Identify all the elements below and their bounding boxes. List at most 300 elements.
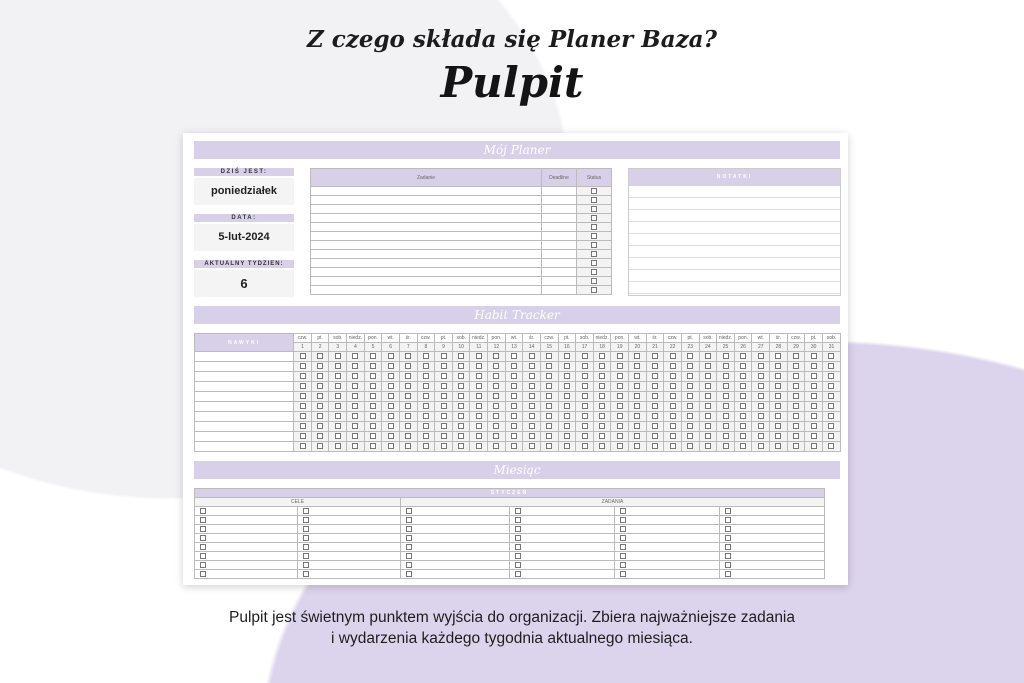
checkbox[interactable] <box>370 443 376 449</box>
checkbox[interactable] <box>493 373 499 379</box>
month-item-cell[interactable] <box>298 552 401 561</box>
checkbox[interactable] <box>546 363 552 369</box>
checkbox[interactable] <box>303 544 309 550</box>
checkbox[interactable] <box>476 423 482 429</box>
checkbox[interactable] <box>405 363 411 369</box>
checkbox[interactable] <box>441 413 447 419</box>
month-item-cell[interactable] <box>720 543 825 552</box>
checkbox[interactable] <box>617 383 623 389</box>
checkbox[interactable] <box>493 393 499 399</box>
checkbox[interactable] <box>405 353 411 359</box>
checkbox[interactable] <box>423 443 429 449</box>
checkbox[interactable] <box>775 383 781 389</box>
checkbox[interactable] <box>458 373 464 379</box>
checkbox[interactable] <box>740 433 746 439</box>
month-item-cell[interactable] <box>720 552 825 561</box>
checkbox[interactable] <box>546 443 552 449</box>
checkbox[interactable] <box>317 373 323 379</box>
checkbox[interactable] <box>476 383 482 389</box>
checkbox[interactable] <box>582 403 588 409</box>
checkbox[interactable] <box>599 363 605 369</box>
checkbox[interactable] <box>564 423 570 429</box>
checkbox[interactable] <box>515 517 521 523</box>
checkbox[interactable] <box>591 224 597 230</box>
checkbox[interactable] <box>458 433 464 439</box>
checkbox[interactable] <box>458 443 464 449</box>
habit-name-cell[interactable] <box>195 412 294 422</box>
checkbox[interactable] <box>793 363 799 369</box>
checkbox[interactable] <box>775 403 781 409</box>
checkbox[interactable] <box>634 403 640 409</box>
checkbox[interactable] <box>200 508 206 514</box>
checkbox[interactable] <box>652 393 658 399</box>
month-item-cell[interactable] <box>298 525 401 534</box>
checkbox[interactable] <box>370 413 376 419</box>
checkbox[interactable] <box>529 423 535 429</box>
checkbox[interactable] <box>687 383 693 389</box>
month-item-cell[interactable] <box>615 561 720 570</box>
checkbox[interactable] <box>582 363 588 369</box>
checkbox[interactable] <box>458 413 464 419</box>
checkbox[interactable] <box>564 413 570 419</box>
checkbox[interactable] <box>705 403 711 409</box>
checkbox[interactable] <box>811 373 817 379</box>
checkbox[interactable] <box>406 517 412 523</box>
checkbox[interactable] <box>546 393 552 399</box>
task-cell[interactable] <box>311 232 542 241</box>
checkbox[interactable] <box>300 423 306 429</box>
checkbox[interactable] <box>670 433 676 439</box>
checkbox[interactable] <box>811 443 817 449</box>
task-cell[interactable] <box>311 187 542 196</box>
checkbox[interactable] <box>317 353 323 359</box>
checkbox[interactable] <box>546 433 552 439</box>
checkbox[interactable] <box>634 363 640 369</box>
checkbox[interactable] <box>723 413 729 419</box>
checkbox[interactable] <box>828 403 834 409</box>
month-item-cell[interactable] <box>401 570 510 579</box>
checkbox[interactable] <box>370 423 376 429</box>
checkbox[interactable] <box>511 353 517 359</box>
checkbox[interactable] <box>564 403 570 409</box>
deadline-cell[interactable] <box>542 277 577 286</box>
checkbox[interactable] <box>670 443 676 449</box>
checkbox[interactable] <box>582 393 588 399</box>
checkbox[interactable] <box>303 535 309 541</box>
checkbox[interactable] <box>740 353 746 359</box>
checkbox[interactable] <box>634 423 640 429</box>
checkbox[interactable] <box>335 403 341 409</box>
checkbox[interactable] <box>200 544 206 550</box>
checkbox[interactable] <box>352 443 358 449</box>
checkbox[interactable] <box>388 353 394 359</box>
checkbox[interactable] <box>458 423 464 429</box>
checkbox[interactable] <box>740 443 746 449</box>
checkbox[interactable] <box>591 260 597 266</box>
checkbox[interactable] <box>705 393 711 399</box>
checkbox[interactable] <box>740 393 746 399</box>
checkbox[interactable] <box>406 571 412 577</box>
task-cell[interactable] <box>311 214 542 223</box>
checkbox[interactable] <box>670 353 676 359</box>
checkbox[interactable] <box>300 353 306 359</box>
checkbox[interactable] <box>723 433 729 439</box>
checkbox[interactable] <box>758 443 764 449</box>
checkbox[interactable] <box>335 393 341 399</box>
checkbox[interactable] <box>317 423 323 429</box>
checkbox[interactable] <box>634 413 640 419</box>
checkbox[interactable] <box>405 423 411 429</box>
month-item-cell[interactable] <box>510 516 615 525</box>
checkbox[interactable] <box>405 373 411 379</box>
checkbox[interactable] <box>317 413 323 419</box>
checkbox[interactable] <box>406 544 412 550</box>
task-cell[interactable] <box>311 277 542 286</box>
checkbox[interactable] <box>705 363 711 369</box>
checkbox[interactable] <box>317 403 323 409</box>
checkbox[interactable] <box>687 403 693 409</box>
month-item-cell[interactable] <box>510 561 615 570</box>
checkbox[interactable] <box>564 433 570 439</box>
checkbox[interactable] <box>370 383 376 389</box>
checkbox[interactable] <box>405 433 411 439</box>
checkbox[interactable] <box>564 383 570 389</box>
checkbox[interactable] <box>725 571 731 577</box>
checkbox[interactable] <box>546 403 552 409</box>
month-item-cell[interactable] <box>195 525 298 534</box>
checkbox[interactable] <box>775 363 781 369</box>
checkbox[interactable] <box>828 353 834 359</box>
checkbox[interactable] <box>758 413 764 419</box>
checkbox[interactable] <box>591 188 597 194</box>
checkbox[interactable] <box>705 423 711 429</box>
month-item-cell[interactable] <box>298 507 401 516</box>
checkbox[interactable] <box>775 413 781 419</box>
checkbox[interactable] <box>582 433 588 439</box>
month-item-cell[interactable] <box>615 543 720 552</box>
checkbox[interactable] <box>458 363 464 369</box>
checkbox[interactable] <box>511 383 517 389</box>
checkbox[interactable] <box>828 413 834 419</box>
checkbox[interactable] <box>335 443 341 449</box>
checkbox[interactable] <box>511 403 517 409</box>
deadline-cell[interactable] <box>542 241 577 250</box>
checkbox[interactable] <box>793 413 799 419</box>
checkbox[interactable] <box>441 393 447 399</box>
checkbox[interactable] <box>529 353 535 359</box>
checkbox[interactable] <box>582 383 588 389</box>
checkbox[interactable] <box>828 433 834 439</box>
month-item-cell[interactable] <box>401 507 510 516</box>
checkbox[interactable] <box>620 526 626 532</box>
checkbox[interactable] <box>511 433 517 439</box>
checkbox[interactable] <box>725 517 731 523</box>
checkbox[interactable] <box>458 403 464 409</box>
checkbox[interactable] <box>652 423 658 429</box>
checkbox[interactable] <box>423 423 429 429</box>
checkbox[interactable] <box>758 353 764 359</box>
checkbox[interactable] <box>370 373 376 379</box>
checkbox[interactable] <box>811 433 817 439</box>
deadline-cell[interactable] <box>542 187 577 196</box>
checkbox[interactable] <box>582 443 588 449</box>
checkbox[interactable] <box>300 433 306 439</box>
month-item-cell[interactable] <box>195 516 298 525</box>
month-item-cell[interactable] <box>298 516 401 525</box>
checkbox[interactable] <box>388 373 394 379</box>
checkbox[interactable] <box>200 571 206 577</box>
checkbox[interactable] <box>828 393 834 399</box>
checkbox[interactable] <box>599 383 605 389</box>
checkbox[interactable] <box>634 383 640 389</box>
checkbox[interactable] <box>441 363 447 369</box>
checkbox[interactable] <box>758 373 764 379</box>
checkbox[interactable] <box>303 517 309 523</box>
checkbox[interactable] <box>599 423 605 429</box>
checkbox[interactable] <box>476 363 482 369</box>
checkbox[interactable] <box>300 363 306 369</box>
checkbox[interactable] <box>476 433 482 439</box>
checkbox[interactable] <box>591 287 597 293</box>
checkbox[interactable] <box>441 383 447 389</box>
checkbox[interactable] <box>317 383 323 389</box>
checkbox[interactable] <box>441 353 447 359</box>
checkbox[interactable] <box>388 433 394 439</box>
checkbox[interactable] <box>388 413 394 419</box>
deadline-cell[interactable] <box>542 214 577 223</box>
checkbox[interactable] <box>388 423 394 429</box>
deadline-cell[interactable] <box>542 268 577 277</box>
checkbox[interactable] <box>546 383 552 389</box>
month-item-cell[interactable] <box>195 570 298 579</box>
checkbox[interactable] <box>476 373 482 379</box>
checkbox[interactable] <box>335 363 341 369</box>
checkbox[interactable] <box>591 278 597 284</box>
task-cell[interactable] <box>311 259 542 268</box>
checkbox[interactable] <box>458 353 464 359</box>
checkbox[interactable] <box>811 353 817 359</box>
month-item-cell[interactable] <box>615 534 720 543</box>
checkbox[interactable] <box>493 423 499 429</box>
checkbox[interactable] <box>591 215 597 221</box>
month-item-cell[interactable] <box>298 570 401 579</box>
checkbox[interactable] <box>725 544 731 550</box>
checkbox[interactable] <box>811 363 817 369</box>
checkbox[interactable] <box>652 443 658 449</box>
checkbox[interactable] <box>811 403 817 409</box>
checkbox[interactable] <box>652 373 658 379</box>
habit-name-cell[interactable] <box>195 362 294 372</box>
checkbox[interactable] <box>828 443 834 449</box>
checkbox[interactable] <box>405 393 411 399</box>
checkbox[interactable] <box>591 242 597 248</box>
checkbox[interactable] <box>405 403 411 409</box>
checkbox[interactable] <box>591 197 597 203</box>
checkbox[interactable] <box>758 363 764 369</box>
checkbox[interactable] <box>511 393 517 399</box>
checkbox[interactable] <box>317 443 323 449</box>
checkbox[interactable] <box>405 443 411 449</box>
checkbox[interactable] <box>529 433 535 439</box>
checkbox[interactable] <box>793 383 799 389</box>
checkbox[interactable] <box>352 433 358 439</box>
checkbox[interactable] <box>617 363 623 369</box>
checkbox[interactable] <box>511 363 517 369</box>
month-item-cell[interactable] <box>298 543 401 552</box>
checkbox[interactable] <box>423 353 429 359</box>
checkbox[interactable] <box>352 383 358 389</box>
checkbox[interactable] <box>441 433 447 439</box>
checkbox[interactable] <box>423 433 429 439</box>
checkbox[interactable] <box>670 413 676 419</box>
habit-name-cell[interactable] <box>195 442 294 452</box>
checkbox[interactable] <box>546 423 552 429</box>
habit-name-cell[interactable] <box>195 432 294 442</box>
deadline-cell[interactable] <box>542 259 577 268</box>
checkbox[interactable] <box>758 433 764 439</box>
checkbox[interactable] <box>370 353 376 359</box>
checkbox[interactable] <box>793 403 799 409</box>
checkbox[interactable] <box>303 508 309 514</box>
checkbox[interactable] <box>493 433 499 439</box>
checkbox[interactable] <box>758 423 764 429</box>
checkbox[interactable] <box>725 508 731 514</box>
checkbox[interactable] <box>200 562 206 568</box>
checkbox[interactable] <box>740 373 746 379</box>
checkbox[interactable] <box>300 413 306 419</box>
checkbox[interactable] <box>723 353 729 359</box>
checkbox[interactable] <box>529 383 535 389</box>
checkbox[interactable] <box>564 443 570 449</box>
checkbox[interactable] <box>740 413 746 419</box>
task-cell[interactable] <box>311 286 542 295</box>
checkbox[interactable] <box>811 413 817 419</box>
checkbox[interactable] <box>335 373 341 379</box>
checkbox[interactable] <box>687 413 693 419</box>
month-item-cell[interactable] <box>298 561 401 570</box>
checkbox[interactable] <box>723 373 729 379</box>
checkbox[interactable] <box>370 393 376 399</box>
checkbox[interactable] <box>200 526 206 532</box>
month-item-cell[interactable] <box>510 552 615 561</box>
habit-name-cell[interactable] <box>195 372 294 382</box>
checkbox[interactable] <box>388 363 394 369</box>
checkbox[interactable] <box>582 373 588 379</box>
checkbox[interactable] <box>725 553 731 559</box>
checkbox[interactable] <box>370 433 376 439</box>
checkbox[interactable] <box>441 403 447 409</box>
month-item-cell[interactable] <box>615 525 720 534</box>
checkbox[interactable] <box>515 553 521 559</box>
checkbox[interactable] <box>723 443 729 449</box>
task-cell[interactable] <box>311 241 542 250</box>
checkbox[interactable] <box>476 393 482 399</box>
checkbox[interactable] <box>775 433 781 439</box>
month-item-cell[interactable] <box>401 516 510 525</box>
task-cell[interactable] <box>311 196 542 205</box>
checkbox[interactable] <box>423 413 429 419</box>
checkbox[interactable] <box>723 383 729 389</box>
checkbox[interactable] <box>529 373 535 379</box>
checkbox[interactable] <box>634 433 640 439</box>
checkbox[interactable] <box>335 433 341 439</box>
checkbox[interactable] <box>300 383 306 389</box>
checkbox[interactable] <box>723 363 729 369</box>
checkbox[interactable] <box>617 393 623 399</box>
task-cell[interactable] <box>311 268 542 277</box>
month-item-cell[interactable] <box>195 552 298 561</box>
checkbox[interactable] <box>423 393 429 399</box>
checkbox[interactable] <box>529 413 535 419</box>
checkbox[interactable] <box>493 403 499 409</box>
checkbox[interactable] <box>423 383 429 389</box>
checkbox[interactable] <box>793 393 799 399</box>
checkbox[interactable] <box>775 353 781 359</box>
checkbox[interactable] <box>582 423 588 429</box>
checkbox[interactable] <box>515 544 521 550</box>
checkbox[interactable] <box>370 363 376 369</box>
checkbox[interactable] <box>406 526 412 532</box>
month-item-cell[interactable] <box>195 543 298 552</box>
task-cell[interactable] <box>311 205 542 214</box>
month-item-cell[interactable] <box>720 570 825 579</box>
checkbox[interactable] <box>352 353 358 359</box>
task-cell[interactable] <box>311 223 542 232</box>
checkbox[interactable] <box>725 535 731 541</box>
checkbox[interactable] <box>423 403 429 409</box>
month-item-cell[interactable] <box>615 570 720 579</box>
checkbox[interactable] <box>670 373 676 379</box>
checkbox[interactable] <box>617 423 623 429</box>
month-item-cell[interactable] <box>510 525 615 534</box>
checkbox[interactable] <box>564 393 570 399</box>
checkbox[interactable] <box>493 443 499 449</box>
checkbox[interactable] <box>300 393 306 399</box>
month-item-cell[interactable] <box>720 561 825 570</box>
checkbox[interactable] <box>670 363 676 369</box>
checkbox[interactable] <box>670 403 676 409</box>
deadline-cell[interactable] <box>542 205 577 214</box>
checkbox[interactable] <box>493 353 499 359</box>
checkbox[interactable] <box>705 373 711 379</box>
habit-name-cell[interactable] <box>195 352 294 362</box>
checkbox[interactable] <box>303 526 309 532</box>
checkbox[interactable] <box>515 535 521 541</box>
checkbox[interactable] <box>620 544 626 550</box>
checkbox[interactable] <box>493 413 499 419</box>
month-item-cell[interactable] <box>195 534 298 543</box>
checkbox[interactable] <box>476 443 482 449</box>
checkbox[interactable] <box>564 353 570 359</box>
checkbox[interactable] <box>476 413 482 419</box>
checkbox[interactable] <box>303 562 309 568</box>
month-item-cell[interactable] <box>401 561 510 570</box>
checkbox[interactable] <box>370 403 376 409</box>
checkbox[interactable] <box>811 393 817 399</box>
checkbox[interactable] <box>406 508 412 514</box>
month-item-cell[interactable] <box>510 534 615 543</box>
checkbox[interactable] <box>652 353 658 359</box>
checkbox[interactable] <box>705 443 711 449</box>
checkbox[interactable] <box>775 443 781 449</box>
checkbox[interactable] <box>564 373 570 379</box>
month-item-cell[interactable] <box>615 507 720 516</box>
checkbox[interactable] <box>546 353 552 359</box>
checkbox[interactable] <box>511 413 517 419</box>
checkbox[interactable] <box>599 403 605 409</box>
month-item-cell[interactable] <box>615 516 720 525</box>
month-item-cell[interactable] <box>195 507 298 516</box>
